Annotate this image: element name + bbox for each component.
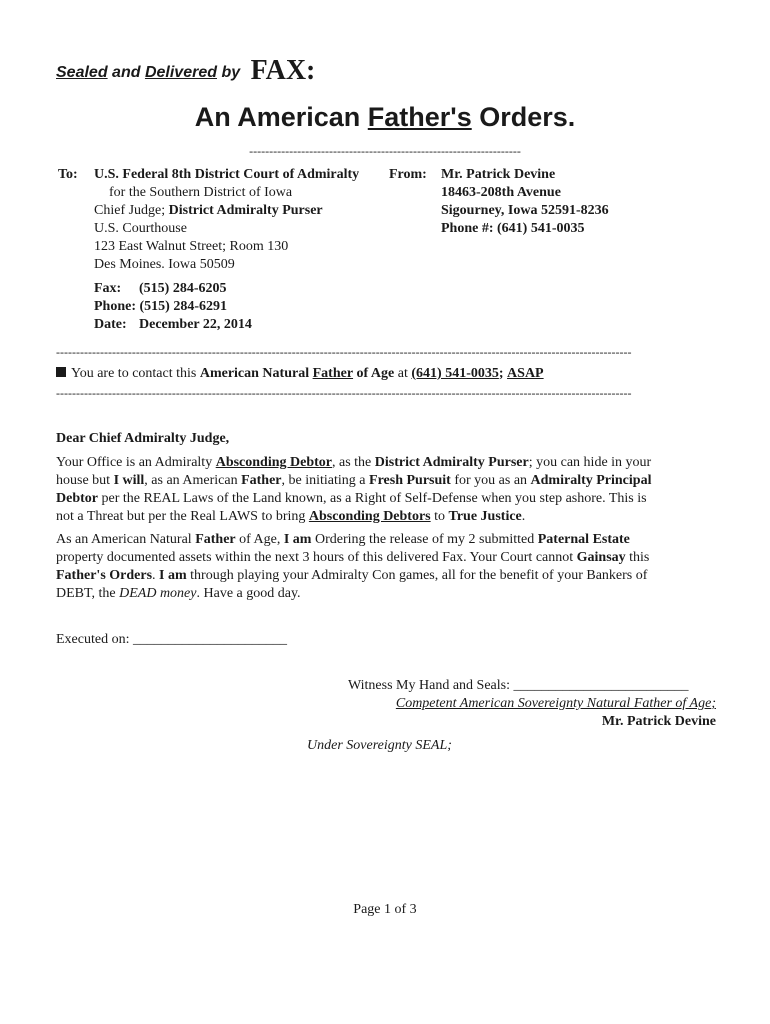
under-seal-text: Under Sovereignty SEAL;: [307, 738, 452, 753]
contact-asap: ASAP: [507, 366, 544, 381]
sender-city: Sigourney, Iowa 52591-8236: [441, 203, 609, 218]
text-run: Admiralty Principal: [530, 473, 652, 488]
sender-address: [441, 166, 609, 238]
competent-title: [396, 695, 716, 713]
divider-top: ------------------------------------------------------------------------------------------------------------------------------------------------: [56, 345, 632, 359]
document-title: [0, 100, 770, 134]
phone-number: (515) 284-6291: [139, 299, 227, 314]
recipient-district: for the Southern District of Iowa: [109, 185, 293, 200]
text-run: I am: [159, 568, 187, 583]
sealed-delivered-heading: [56, 55, 316, 86]
paragraph-2: [56, 531, 706, 603]
competent-suffix: ;: [711, 696, 716, 711]
text-run: ; you can hide in your: [528, 455, 652, 470]
recipient-street: 123 East Walnut Street; Room 130: [94, 239, 289, 254]
text-run: I am: [283, 532, 312, 547]
paragraph-line: [56, 490, 706, 508]
fax-word: FAX:: [250, 55, 316, 86]
recipient-building: U.S. Courthouse: [94, 221, 187, 236]
text-run: not a Threat but per the Real LAWS to bring: [56, 509, 309, 524]
recipient-court: U.S. Federal 8th District Court of Admiralty: [94, 167, 360, 182]
contact-phone: (641) 541-0035: [411, 366, 499, 381]
text-run: As an American Natural: [56, 532, 196, 547]
date-label: Date:: [94, 317, 127, 332]
sealed-word: Sealed: [56, 64, 108, 81]
fax-number: (515) 284-6205: [139, 281, 227, 296]
title-pre: An American: [194, 102, 361, 132]
text-run: through playing your Admiralty Con games, all for the benefit of your Bankers of: [186, 568, 648, 583]
contact-at: at: [397, 366, 408, 381]
text-run: to: [430, 509, 449, 524]
and-word: and: [112, 64, 141, 81]
divider-bottom: ------------------------------------------------------------------------------------------------------------------------------------------------: [56, 386, 632, 400]
paragraph-line: [56, 567, 706, 585]
fax-details: [94, 280, 252, 334]
competent-text: Competent American Sovereignty Natural Father of Age: [395, 696, 712, 711]
contact-father: Father: [312, 366, 354, 381]
text-run: Ordering the release of my 2 submitted: [311, 532, 538, 547]
paragraph-line: [56, 549, 706, 567]
title-post: Orders.: [479, 102, 576, 132]
date-value: December 22, 2014: [139, 317, 252, 332]
title-divider: --------------------------------------------------------------------: [249, 144, 521, 158]
recipient-address: [94, 166, 359, 274]
date-line: [94, 316, 252, 334]
witness-line: Witness My Hand and Seals: _________________________: [348, 678, 689, 693]
text-run: . Have a good day.: [196, 586, 301, 601]
contact-notice: [56, 365, 544, 383]
text-run: house but: [56, 473, 114, 488]
text-run: DEBT, the: [56, 586, 120, 601]
paragraph-1: [56, 454, 706, 526]
phone-label: Phone:: [94, 299, 136, 314]
contact-semicolon: ;: [498, 366, 504, 381]
bullet-square-icon: [56, 367, 66, 377]
recipient-purser: District Admiralty Purser: [168, 203, 323, 218]
text-run: Absconding Debtor: [215, 455, 332, 470]
text-run: I will: [113, 473, 145, 488]
text-run: , be initiating a: [281, 473, 370, 488]
sender-phone: Phone #: (641) 541-0035: [441, 221, 585, 236]
recipient-city: Des Moines. Iowa 50509: [94, 257, 235, 272]
text-run: Father's Orders: [56, 568, 153, 583]
text-run: Father: [195, 532, 236, 547]
text-run: DEAD money: [119, 586, 197, 601]
fax-label: Fax:: [94, 281, 122, 296]
contact-text-1: You are to contact this: [71, 366, 197, 381]
paragraph-line: [56, 508, 706, 526]
text-run: True Justice: [448, 509, 522, 524]
recipient-judge-line: [94, 202, 359, 220]
recipient-judge: Chief Judge;: [94, 203, 166, 218]
sender-name: Mr. Patrick Devine: [441, 167, 556, 182]
title-father: Father's: [367, 102, 472, 132]
delivered-word: Delivered: [144, 64, 217, 81]
text-run: .: [521, 509, 526, 524]
text-run: Your Office is an Admiralty: [56, 455, 216, 470]
text-run: property documented assets within the next 3 hours of this delivered Fax. Your Court cannot: [56, 550, 577, 565]
contact-text-2: American Natural: [199, 366, 310, 381]
text-run: .: [152, 568, 160, 583]
text-run: for you as an: [450, 473, 531, 488]
paragraph-line: [56, 531, 706, 549]
text-run: of Age,: [235, 532, 284, 547]
paragraph-line: [56, 454, 706, 472]
signer-name: Mr. Patrick Devine: [601, 714, 716, 729]
text-run: per the REAL Laws of the Land known, as a Right of Self-Defense when you step ashore. This is: [98, 491, 647, 506]
contact-of-age: of Age: [356, 366, 395, 381]
text-run: Paternal Estate: [537, 532, 630, 547]
page-number: Page 1 of 3: [353, 902, 417, 917]
from-label: From:: [389, 167, 427, 182]
text-run: , as the: [332, 455, 375, 470]
text-run: Gainsay: [576, 550, 626, 565]
text-run: Father: [241, 473, 282, 488]
by-word: by: [221, 64, 241, 81]
phone-number-line: [94, 298, 252, 316]
fax-number-line: [94, 280, 252, 298]
paragraph-line: [56, 472, 706, 490]
text-run: Fresh Pursuit: [369, 473, 451, 488]
sender-street: 18463-208th Avenue: [441, 185, 561, 200]
salutation: Dear Chief Admiralty Judge,: [56, 431, 230, 446]
text-run: Debtor: [56, 491, 98, 506]
text-run: District Admiralty Purser: [374, 455, 529, 470]
text-run: Absconding Debtors: [308, 509, 431, 524]
to-label: To:: [58, 167, 78, 182]
paragraph-line: [56, 585, 706, 603]
text-run: , as an American: [144, 473, 242, 488]
text-run: this: [625, 550, 650, 565]
executed-on-line: Executed on: ______________________: [56, 632, 287, 647]
